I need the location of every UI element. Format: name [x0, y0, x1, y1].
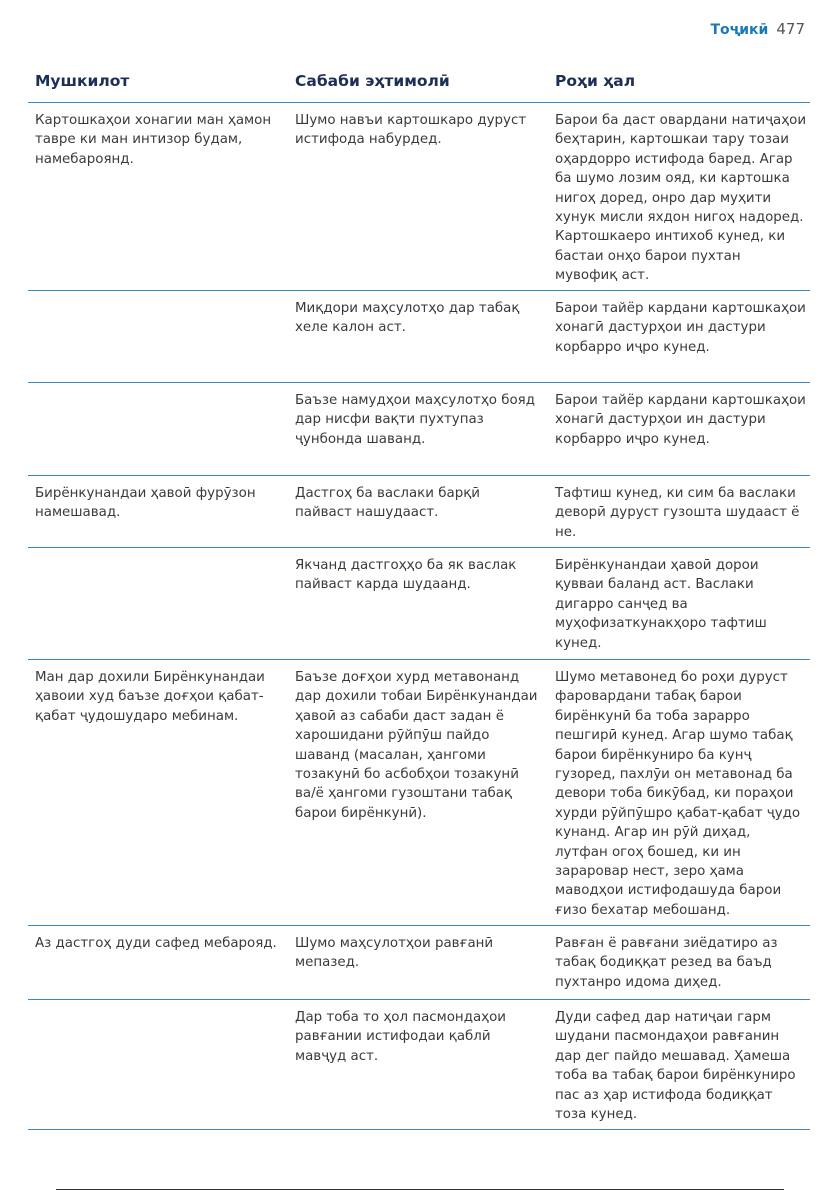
cause-cell: Баъзе доғҳои хурд метавонанд дар дохили тобаи Бирёнкунандаи ҳавоӣ аз сабаби даст задан ё харошидани рӯйпӯш пайдо шаванд (масалан, ҳангоми тозакунӣ бо асбобҳои тозакунӣ ва/ё ҳангоми гузоштани табақ барои бирёнкунӣ). — [295, 670, 538, 821]
problem-cell: Картошкаҳои хонагии ман ҳамон тавре ки ман интизор будам, намебароянд. — [35, 113, 272, 167]
column-header-solution: Роҳи ҳал — [555, 72, 636, 90]
solution-cell: Тафтиш кунед, ки сим ба васлаки деворӣ дуруст гузошта шудааст ё не. — [555, 486, 800, 540]
table-row — [28, 103, 810, 291]
table-row — [28, 291, 810, 383]
language-label: Тоҷикӣ — [710, 22, 769, 38]
solution-cell: Барои тайёр кардани картошкаҳои хонагӣ дастурҳои ин дастури корбарро иҷро кунед. — [555, 393, 806, 447]
table-row — [28, 476, 810, 548]
cause-cell: Миқдори маҳсулотҳо дар табақ хеле калон аст. — [295, 301, 520, 336]
solution-cell: Барои ба даст овардани натиҷаҳои беҳтарин, картошкаи тару тозаи оҳардорро истифода баред. Агар ба шумо лозим ояд, ки картошка нигоҳ доред, онро дар муҳити хунук мисли яхдон нигоҳ надоред. Картошкаеро интихоб кунед, ки бастаи онҳо барои пухтан мувофиқ аст. — [555, 113, 807, 284]
cause-cell: Дастгоҳ ба васлаки барқӣ пайваст нашудааст. — [295, 486, 480, 521]
column-header-cause: Сабаби эҳтимолӣ — [295, 72, 450, 90]
column-header-problem: Мушкилот — [35, 72, 130, 90]
table-row — [28, 926, 810, 1000]
page-header — [710, 20, 805, 38]
problem-cell — [28, 291, 288, 382]
troubleshooting-table — [28, 60, 810, 1130]
problem-cell — [28, 548, 288, 659]
table-row — [28, 660, 810, 926]
cause-cell: Шумо маҳсулотҳои равғанӣ мепазед. — [295, 936, 494, 971]
table-row — [28, 1000, 810, 1130]
cause-cell: Баъзе намудҳои маҳсулотҳо бояд дар нисфи вақти пухтупаз ҷунбонда шаванд. — [295, 393, 535, 447]
problem-cell — [28, 1000, 288, 1129]
solution-cell: Шумо метавонед бо роҳи дуруст фаровардани табақ барои бирёнкунӣ ба тоба зарарро пешгирӣ кунед. Агар шумо табақ барои бирёнкуниро ба кунҷ гузоред, пахлӯи он метавонад ба девори тоба бикӯбад, ки пораҳои хурди рӯйпӯшро қабат-қабат ҷудо кунанд. Агар ин рӯй диҳад, лутфан огоҳ бошед, ки ин зараровар нест, зеро ҳама маводҳои истифодашуда барои ғизо бехатар мебошанд. — [555, 670, 801, 918]
cause-cell: Дар тоба то ҳол пасмондаҳои равғании истифодаи қаблӣ мавҷуд аст. — [295, 1010, 506, 1064]
solution-cell: Бирёнкунандаи ҳавоӣ дорои қувваи баланд аст. Васлаки дигарро санҷед ва муҳофизаткунакҳоро тафтиш кунед. — [555, 558, 767, 651]
problem-cell: Ман дар дохили Бирёнкунандаи ҳавоии худ баъзе доғҳои қабат-қабат ҷудошударо мебинам. — [35, 670, 265, 724]
solution-cell: Дуди сафед дар натиҷаи гарм шудани пасмондаҳои равғанин дар дег пайдо мешавад. Ҳамеша тоба ва табақ барои бирёнкуниро пас аз ҳар истифода бодиққат тоза кунед. — [555, 1010, 796, 1123]
solution-cell: Барои тайёр кардани картошкаҳои хонагӣ дастурҳои ин дастури корбарро иҷро кунед. — [555, 301, 806, 355]
table-header-row — [28, 60, 810, 103]
table-row — [28, 383, 810, 476]
problem-cell: Аз дастгоҳ дуди сафед мебарояд. — [35, 936, 277, 951]
cause-cell: Якчанд дастгоҳҳо ба як васлак пайваст карда шудаанд. — [295, 558, 517, 593]
table-row — [28, 548, 810, 660]
problem-cell: Бирёнкунандаи ҳавоӣ фурӯзон намешавад. — [35, 486, 256, 521]
cause-cell: Шумо навъи картошкаро дуруст истифода набурдед. — [295, 113, 527, 148]
page-number: 477 — [776, 20, 805, 38]
solution-cell: Равған ё равғани зиёдатиро аз табақ бодиққат резед ва баъд пухтанро идома диҳед. — [555, 936, 778, 990]
problem-cell — [28, 383, 288, 475]
footer-divider — [56, 1189, 784, 1190]
